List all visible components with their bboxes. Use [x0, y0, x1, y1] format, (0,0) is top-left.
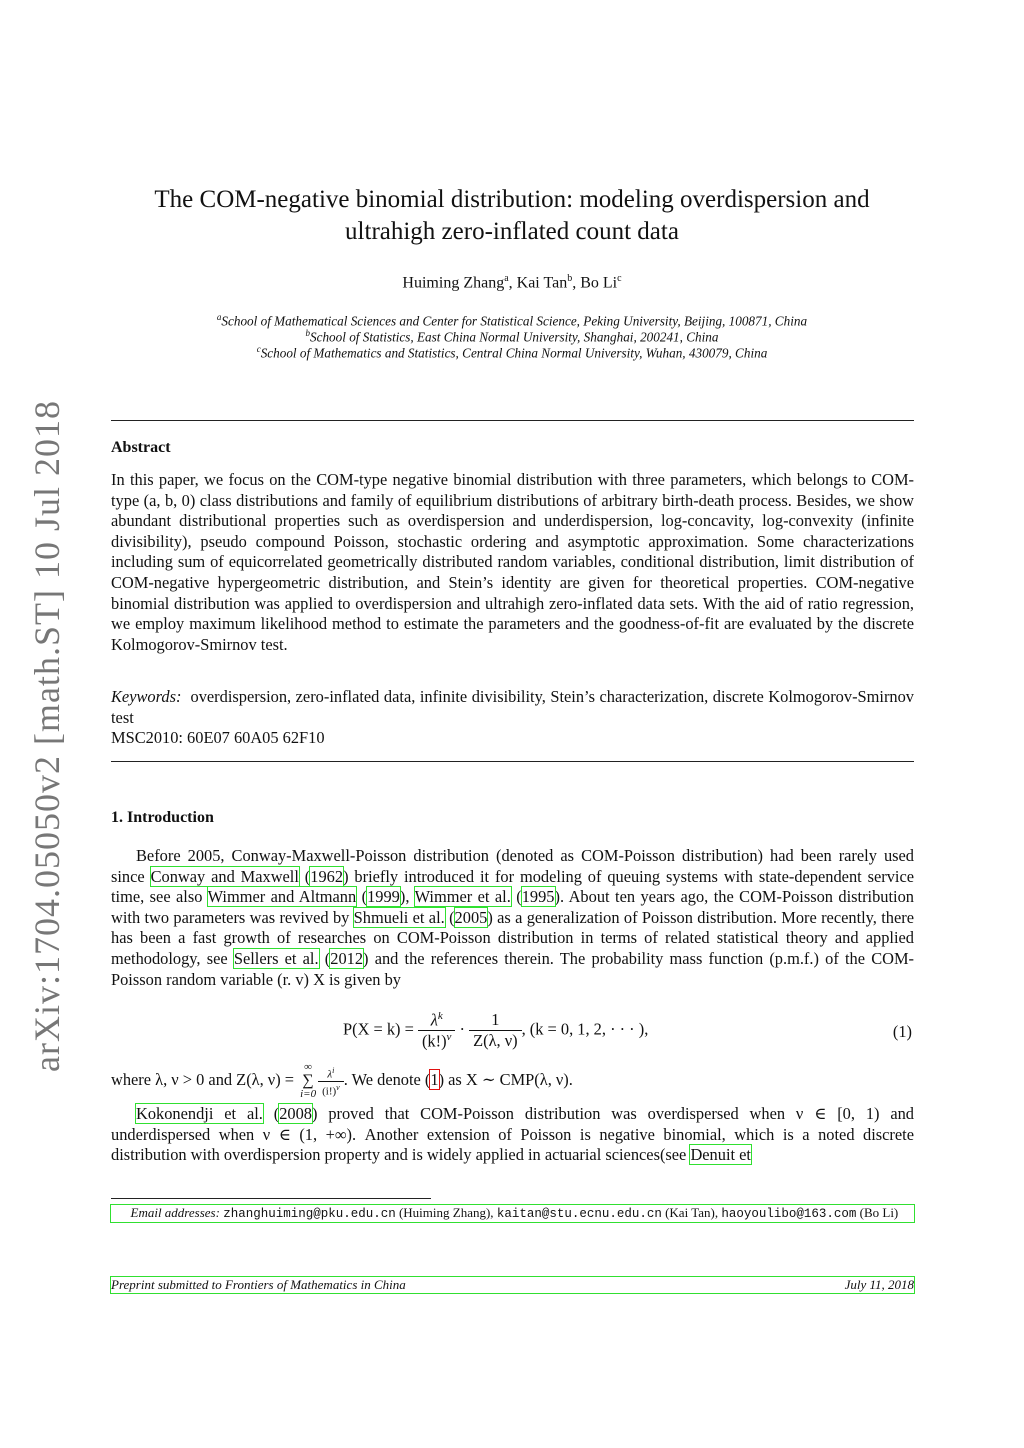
cite-denuit[interactable]: Denuit et: [690, 1145, 751, 1165]
affiliation-a: [0, 312, 1024, 329]
abstract-bottom-rule: [111, 761, 914, 762]
intro-p2: Kokonendji et al. (2008) proved that COM-Poisson distribution was overdispersed when ν ∈ [0, 1) and underdispersed when ν ∈ (1, +∞). Another extension of Poisson is negative binomial, which is a noted discrete distribution with overdispersion property and is widely applied in actuarial sciences(see Denuit et: [111, 1104, 915, 1165]
affiliation-c: [0, 344, 1024, 361]
email-name-3: (Bo Li): [859, 1205, 899, 1220]
sum-symbol: [300, 1062, 316, 1100]
preprint-journal: Preprint submitted to Frontiers of Mathematics in China: [111, 1277, 406, 1292]
where-frac: [318, 1065, 344, 1097]
author-list: Huiming Zhang$^a$, Kai Tan$^b$, Bo Li$^c$: [402, 273, 622, 292]
affiliation-a-text: School of Mathematical Sciences and Center for Statistical Science, Peking University, Beijing, 100871, China: [221, 313, 808, 329]
intro-p1-f: and the references therein. The probability mass function (p.m.f.) of the COM-Poisson random variable (r. v) X is given by: [111, 948, 914, 989]
author-1-sup: a: [504, 273, 509, 284]
affiliation-b: [0, 328, 1024, 345]
title-line-1: The COM-negative binomial distribution: modeling overdispersion and: [154, 186, 870, 213]
cite-shmueli-year[interactable]: 2005: [454, 907, 488, 927]
cite-conway-maxwell[interactable]: Conway and Maxwell: [150, 866, 299, 886]
eq-den: (k!): [421, 1031, 447, 1051]
keywords-block: [111, 687, 914, 749]
sum-top: ∞: [304, 1061, 313, 1073]
intro-p2-a: proved that COM-Poisson distribution was overdispersed when ν ∈ [0, 1) and underdispersed when ν ∈ (1, +∞). Another extension of Poisson is negative binomial, which is a noted discrete distribution with overdispersion property and is widely applied in actuarial sciences(see: [111, 1104, 915, 1165]
sum-sign: ∑: [302, 1072, 314, 1089]
footnote-label: Email addresses:: [130, 1205, 220, 1220]
where-a: where λ, ν > 0 and Z(λ, ν) =: [111, 1069, 299, 1089]
affiliation-a-sup: a: [216, 312, 222, 322]
footnote-emails: [111, 1205, 914, 1222]
cite-kokonendji-year[interactable]: 2008: [279, 1104, 312, 1123]
intro-p1-a: Before 2005, Conway-Maxwell-Poisson distribution (denoted as COM-Poisson distribution) had been rarely used since: [111, 846, 914, 886]
where-frac-den-sup: ν: [336, 1082, 340, 1092]
email-name-1: (Huiming Zhang),: [398, 1205, 494, 1220]
where-b: . We denote (: [343, 1069, 431, 1089]
eq-lhs: P(X = k) =: [343, 1019, 414, 1039]
eq-dot: ·: [459, 1019, 466, 1039]
abstract-top-rule: [111, 420, 914, 421]
where-text: [111, 1062, 914, 1100]
email-link-2[interactable]: kaitan@stu.ecnu.edu.cn: [496, 1207, 662, 1221]
intro-paragraph-1: [111, 846, 914, 990]
email-link-1[interactable]: zhanghuiming@pku.edu.cn: [223, 1207, 396, 1221]
eq-lambda-sup: k: [437, 1010, 443, 1022]
intro-p1-c: ,: [405, 887, 415, 907]
where-frac-num-sup: i: [332, 1065, 335, 1075]
sum-bottom: i=0: [300, 1088, 317, 1100]
eq-frac-2: [469, 1010, 521, 1051]
where-frac-num: λ: [327, 1068, 333, 1081]
cite-wimmer-altmann[interactable]: Wimmer and Altmann: [207, 887, 357, 907]
author-2: Kai Tan: [516, 274, 568, 292]
email-name-2: (Kai Tan),: [665, 1205, 719, 1220]
intro-paragraph-2: [111, 1104, 914, 1166]
where-frac-den: (i!): [322, 1085, 337, 1098]
author-2-sup: b: [567, 273, 573, 284]
email-link-3[interactable]: haoyoulibo@163.com: [721, 1207, 857, 1221]
footnote-rule: [111, 1198, 431, 1199]
author-1: Huiming Zhang: [402, 274, 505, 292]
paper-title: [0, 184, 1024, 248]
eq-tail: , (k = 0, 1, 2, · · · ),: [521, 1019, 649, 1039]
keywords: [111, 687, 914, 728]
title-line-2: ultrahigh zero-inflated count data: [345, 218, 679, 245]
msc-codes: MSC2010: 60E07 60A05 62F10: [111, 728, 325, 748]
cite-wimmer-et-al-year[interactable]: 1995: [521, 887, 555, 907]
where-line: [111, 1062, 914, 1100]
preprint-date: July 11, 2018: [844, 1277, 914, 1292]
abstract-heading: Abstract: [111, 439, 171, 456]
eq-one: 1: [469, 1010, 521, 1031]
equation-ref-1[interactable]: 1: [430, 1069, 439, 1089]
abstract-body: [111, 470, 914, 655]
eq-frac-1: [418, 1010, 455, 1052]
affiliation-c-text: School of Mathematics and Statistics, Central China Normal University, Wuhan, 430079, China: [260, 345, 768, 361]
equation-1: [111, 1010, 914, 1054]
affiliation-b-text: School of Statistics, East China Normal University, Shanghai, 200241, China: [310, 329, 719, 345]
where-c: ) as X ∼ CMP(λ, ν).: [438, 1069, 573, 1089]
author-3: Bo Li: [580, 274, 618, 292]
cite-wimmer-et-al[interactable]: Wimmer et al.: [414, 887, 511, 907]
author-3-sup: c: [617, 273, 622, 284]
cite-shmueli[interactable]: Shmueli et al.: [353, 907, 445, 927]
cite-sellers-year[interactable]: 2012: [330, 948, 364, 968]
preprint-footer[interactable]: [111, 1277, 914, 1293]
affiliation-c-sup: c: [256, 344, 261, 354]
keywords-label: Keywords:: [111, 687, 182, 706]
intro-p1: Before 2005, Conway-Maxwell-Poisson distribution (denoted as COM-Poisson distribution) had been rarely used since Conway and Maxwell (1962) briefly introduced it for modeling of queuing systems with state-dependent service time, see also Wimmer and Altmann (1999), Wimmer et al. (1995). About ten years ago, the COM-Poisson distribution with two parameters was revived by Shmueli et al. (2005) as a generalization of Poisson distribution. More recently, there has been a fast growth of researches on COM-Poisson distribution in terms of related statistical theory and applied methodology, see Sellers et al. (2012) and the references therein. The probability mass function (p.m.f.) of the COM-Poisson random variable (r. v) X is given by: [111, 846, 915, 989]
eq-z: Z(λ, ν): [473, 1031, 518, 1051]
keywords-text: overdispersion, zero-inflated data, infinite divisibility, Stein’s characterization, discrete Kolmogorov-Smirnov test: [111, 687, 914, 727]
intro-p1-e: as a generalization of Poisson distribution. More recently, there has been a fast growth of researches on COM-Poisson distribution in terms of related statistical theory and applied methodology, see: [111, 907, 915, 968]
affiliation-b-sup: b: [305, 328, 311, 338]
cite-sellers[interactable]: Sellers et al.: [233, 948, 319, 968]
abstract-text: In this paper, we focus on the COM-type negative binomial distribution with three parameters, which belongs to COM-type (a, b, 0) class distributions and family of equilibrium distributions of arbitrary birth-death process. Besides, we show abundant distributional properties such as overdispersion and underdispersion, log-concavity, log-convexity (infinite divisibility), pseudo compound Poisson, stochastic ordering and asymptotic approximation. Some characterizations including sum of equicorrelated geometrically distributed random variables, conditional distribution, limit distribution of COM-negative hypergeometric distribution, and Stein’s identity are given for theoretical properties. COM-negative binomial distribution was applied to overdispersion and ultrahigh zero-inflated data sets. With the aid of ratio regression, we employ maximum likelihood method to estimate the parameters and the goodness-of-fit are evaluated by the discrete Kolmogorov-Smirnov test.: [111, 470, 914, 654]
intro-p1-b: briefly introduced it for modeling of queuing systems with state-dependent service time, see also: [111, 866, 914, 907]
cite-kokonendji[interactable]: Kokonendji et al.: [136, 1104, 263, 1123]
intro-p1-d: . About ten years ago, the COM-Poisson distribution with two parameters was revived by: [111, 887, 914, 927]
eq-lambda: λ: [430, 1010, 438, 1030]
eq-den-sup: ν: [446, 1031, 452, 1044]
cite-conway-maxwell-year[interactable]: 1962: [310, 866, 344, 886]
arxiv-stamp: arXiv:1704.05050v2 [math.ST] 10 Jul 2018: [27, 400, 67, 1072]
section-heading-introduction: 1. Introduction: [111, 809, 214, 826]
cite-wimmer-altmann-year[interactable]: 1999: [367, 887, 400, 907]
eq-label: (1): [892, 1022, 912, 1041]
